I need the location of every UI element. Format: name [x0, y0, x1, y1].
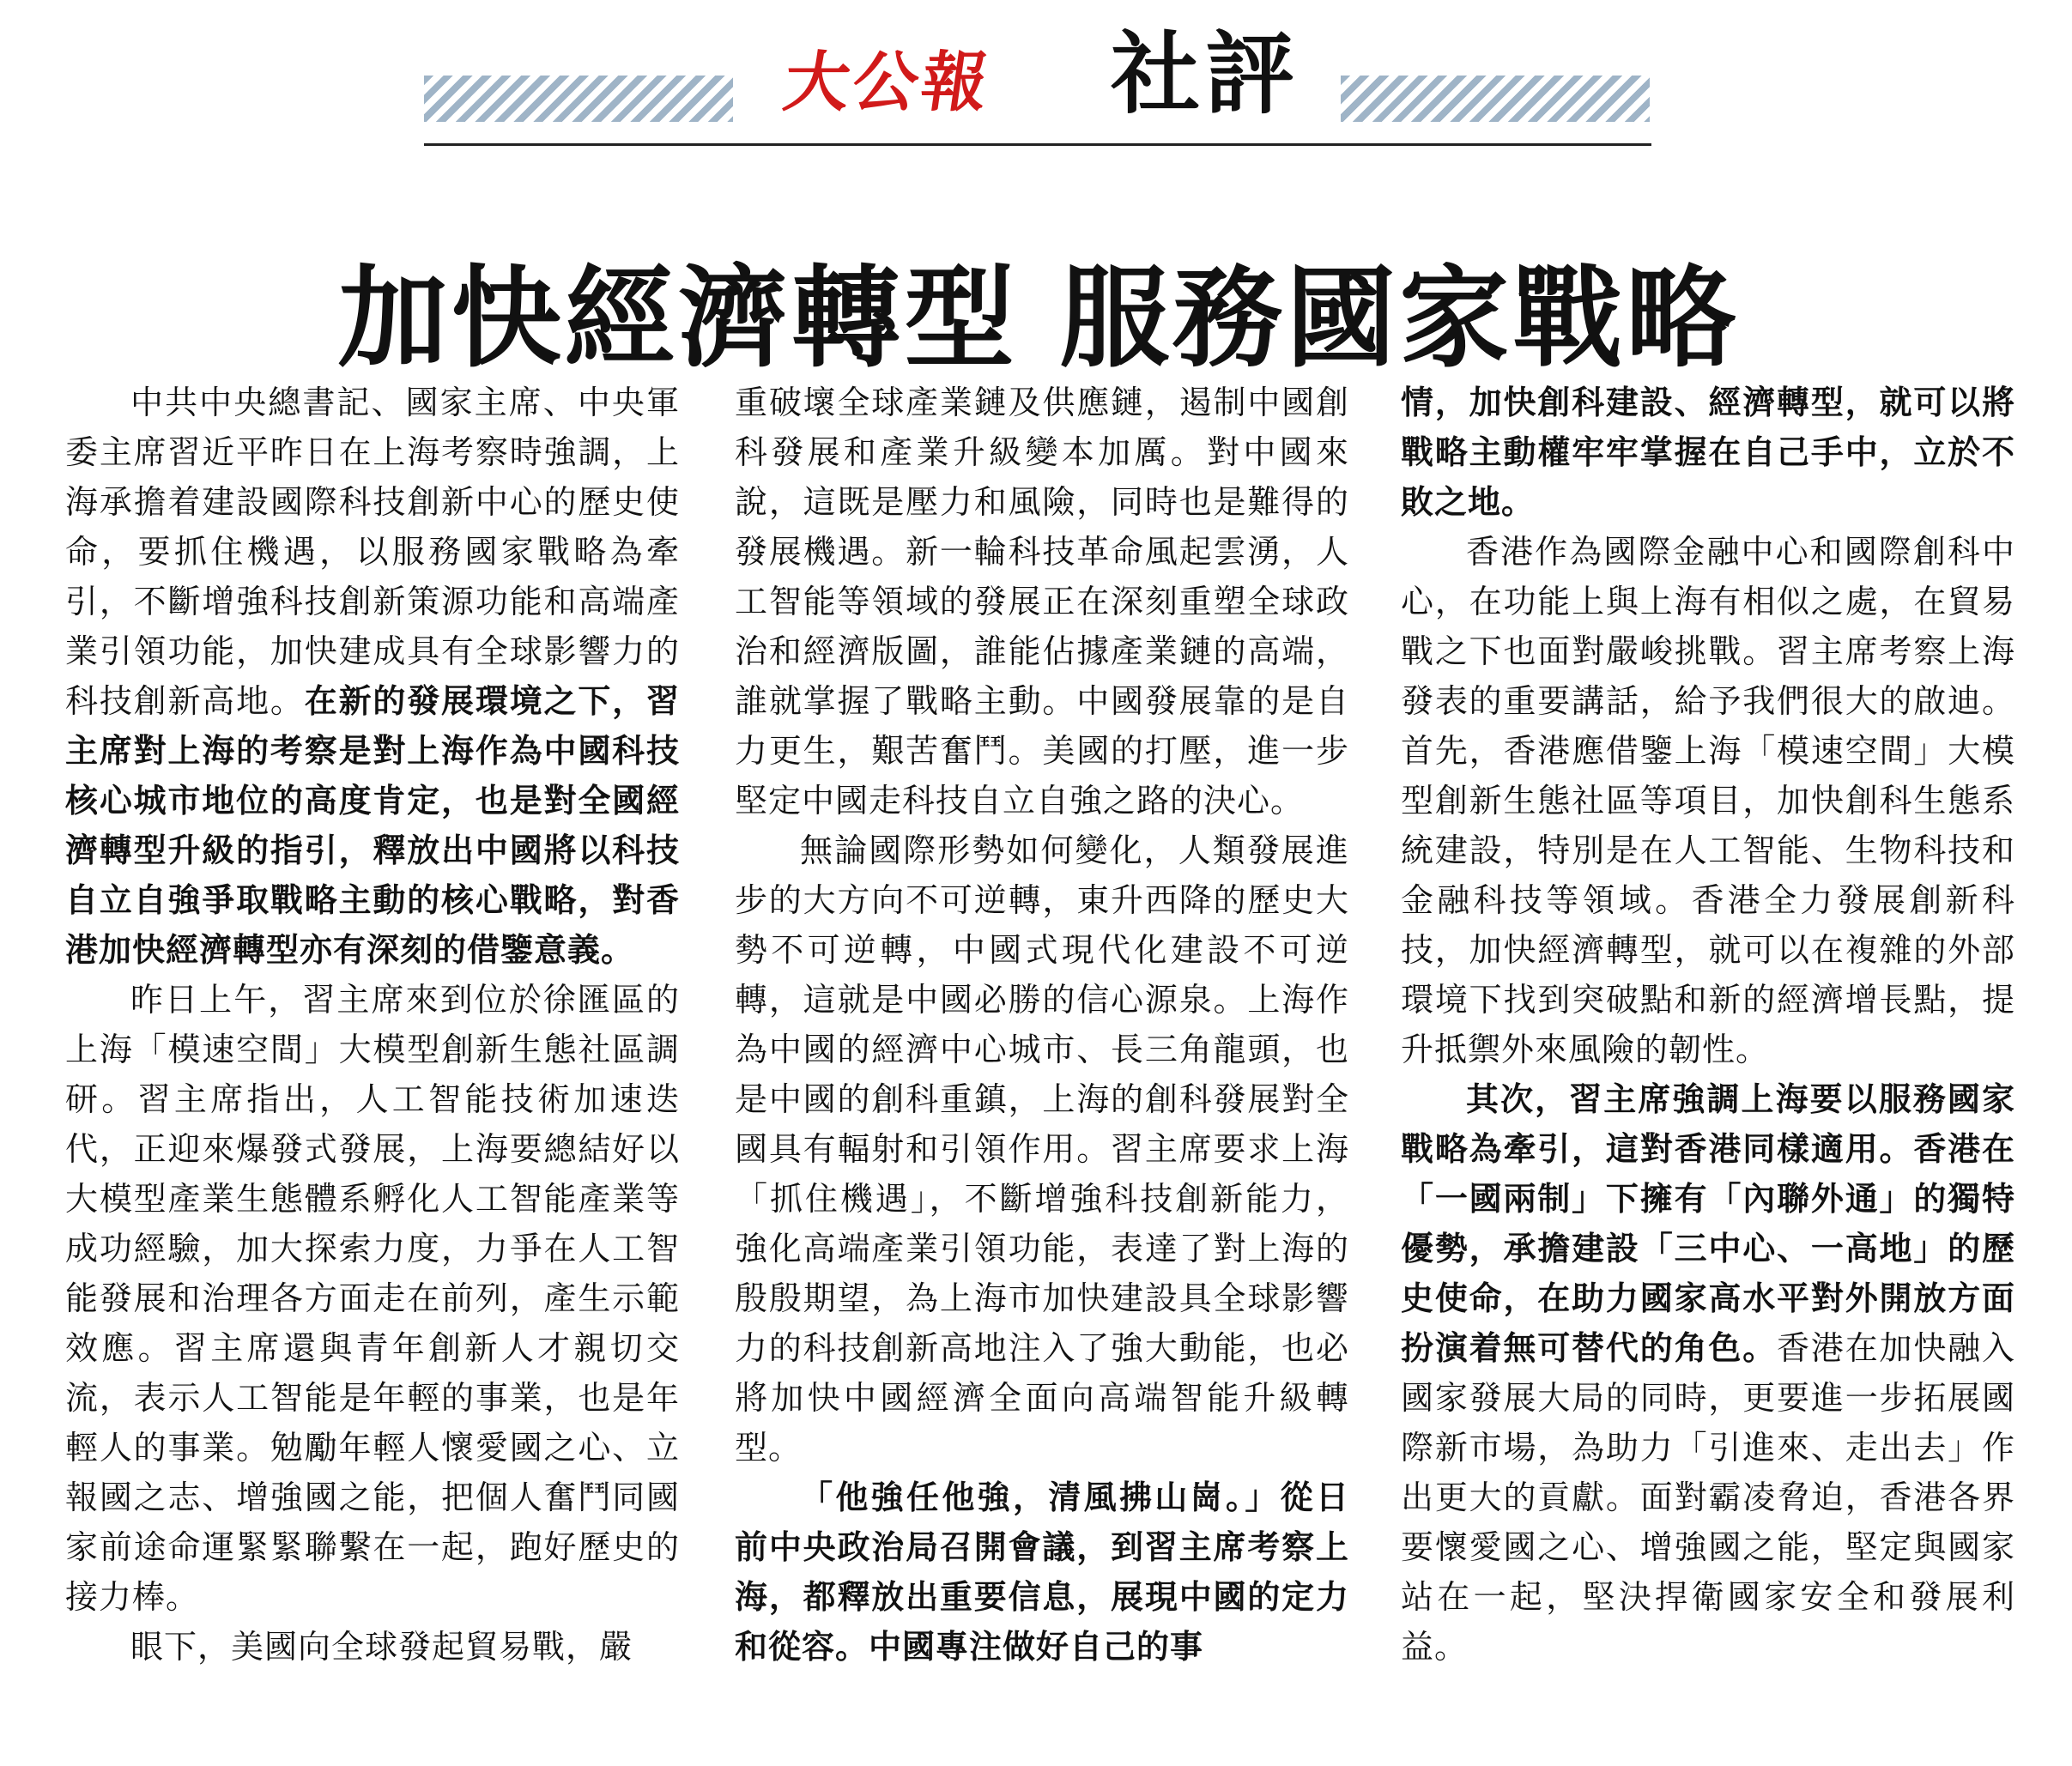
- decorative-stripes-left: [424, 76, 733, 122]
- paragraph: 重破壞全球產業鏈及供應鏈，遏制中國創科發展和產業升級變本加厲。對中國來說，這既是壓力和風險，同時也是難得的發展機遇。新一輪科技革命風起雲湧，人工智能等領域的發展正在深刻重塑全球政治和經濟版圖，誰能佔據產業鏈的高端，誰就掌握了戰略主動。中國發展靠的是自力更生，艱苦奮鬥。美國的打壓，進一步堅定中國走科技自立自強之路的決心。: [735, 384, 1349, 819]
- section-title: 社評: [1111, 21, 1300, 126]
- newspaper-logo: 大公報: [779, 44, 997, 120]
- headline: 加快經濟轉型 服務國家戰略: [337, 254, 1740, 383]
- masthead: [424, 21, 1657, 146]
- paragraph-text: 中共中央總書記、國家主席、中央軍委主席習近平昨日在上海考察時強調，上海承擔着建設國際科技創新中心的歷史使命，要抓住機遇，以服務國家戰略為牽引，不斷增強科技創新策源功能和高端產業引領功能，加快建成具有全球影響力的科技創新高地。: [65, 384, 680, 720]
- emphasis-text: 情，加快創科建設、經濟轉型，就可以將戰略主動權牢牢掌握在自己手中，立於不敗之地。: [1401, 384, 2015, 521]
- article-column-3: [1401, 378, 2015, 1672]
- emphasis-text: 其次，習主席強調上海要以服務國家戰略為牽引，這對香港同樣適用。香港在「一國兩制」下擁有「內聯外通」的獨特優勢，承擔建設「三中心、一高地」的歷史使命，在助力國家高水平對外開放方面扮演着無可替代的角色。: [1401, 1080, 2015, 1367]
- paragraph: 眼下，美國向全球發起貿易戰，嚴: [130, 1628, 633, 1666]
- paragraph: 香港作為國際金融中心和國際創科中心，在功能上與上海有相似之處，在貿易戰之下也面對嚴峻挑戰。習主席考察上海發表的重要講話，給予我們很大的啟迪。首先，香港應借鑒上海「模速空間」大模型創新生態社區等項目，加快創科生態系統建設，特別是在人工智能、生物科技和金融科技等領域。香港全力發展創新科技，加快經濟轉型，就可以在複雜的外部環境下找到突破點和新的經濟增長點，提升抵禦外來風險的韌性。: [1401, 533, 2015, 1068]
- paragraph-text: 香港在加快融入國家發展大局的同時，更要進一步拓展國際新市場，為助力「引進來、走出去」作出更大的貢獻。面對霸凌脅迫，香港各界要懷愛國之心、增強國之能，堅定與國家站在一起，堅決捍衛國家安全和發展利益。: [1401, 1329, 2015, 1666]
- paragraph: [1401, 1074, 2015, 1672]
- article-column-2: [735, 378, 1349, 1672]
- paragraph: 無論國際形勢如何變化，人類發展進步的大方向不可逆轉，東升西降的歷史大勢不可逆轉，中國式現代化建設不可逆轉，這就是中國必勝的信心源泉。上海作為中國的經濟中心城市、長三角龍頭，也是中國的創科重鎮，上海的創科發展對全國具有輻射和引領作用。習主席要求上海「抓住機遇」，不斷增強科技創新能力，強化高端產業引領功能，表達了對上海的殷殷期望，為上海市加快建設具全球影響力的科技創新高地注入了強大動能，也必將加快中國經濟全面向高端智能升級轉型。: [735, 832, 1349, 1467]
- paragraph: [735, 1473, 1349, 1672]
- emphasis-text: 在新的發展環境之下，習主席對上海的考察是對上海作為中國科技核心城市地位的高度肯定，也是對全國經濟轉型升級的指引，釋放出中國將以科技自立自強爭取戰略主動的核心戰略，對香港加快經濟轉型亦有深刻的借鑒意義。: [65, 682, 680, 969]
- decorative-stripes-right: [1341, 76, 1650, 122]
- emphasis-text: 「他強任他強，清風拂山崗。」從日前中央政治局召開會議，到習主席考察上海，都釋放出重要信息，展現中國的定力和從容。中國專注做好自己的事: [735, 1479, 1349, 1666]
- article-column-1: [65, 378, 680, 1672]
- paragraph: 昨日上午，習主席來到位於徐匯區的上海「模速空間」大模型創新生態社區調研。習主席指出，人工智能技術加速迭代，正迎來爆發式發展，上海要總結好以大模型產業生態體系孵化人工智能產業等成功經驗，加大探索力度，力爭在人工智能發展和治理各方面走在前列，產生示範效應。習主席還與青年創新人才親切交流，表示人工智能是年輕的事業，也是年輕人的事業。勉勵年輕人懷愛國之心、立報國之志、增強國之能，把個人奮鬥同國家前途命運緊緊聯繫在一起，跑好歷史的接力棒。: [65, 981, 680, 1616]
- masthead-divider: [424, 143, 1651, 146]
- paragraph: [65, 378, 680, 975]
- paragraph: [1401, 378, 2015, 527]
